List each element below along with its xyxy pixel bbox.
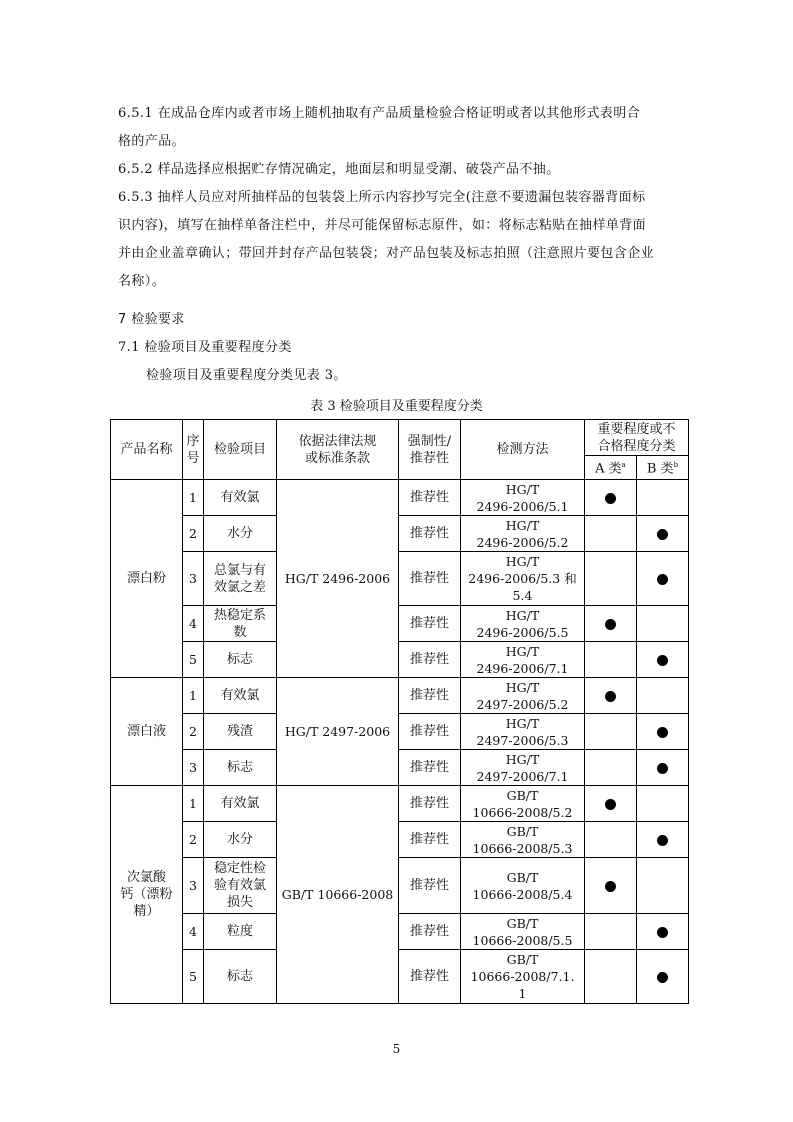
cell-class-b xyxy=(637,552,689,606)
header-class-b xyxy=(637,456,689,480)
clause-6-5-2 xyxy=(118,156,678,184)
cell-test-method xyxy=(461,914,585,950)
cell-product-name: 次氯酸 钙（漂粉 精） xyxy=(111,786,183,1004)
cell-product-name: 漂白液 xyxy=(111,678,183,786)
test-method-line: 10666-2008/5.3 xyxy=(472,840,573,856)
cell-mandatory: 推荐性 xyxy=(399,914,461,950)
table-row xyxy=(111,552,689,606)
header-mandatory-line2: 推荐性 xyxy=(409,450,449,466)
cell-class-a xyxy=(585,822,637,858)
cell-test-method xyxy=(461,714,585,750)
table-row xyxy=(111,480,689,516)
cell-seq: 3 xyxy=(183,750,204,786)
cell-class-a xyxy=(585,786,637,822)
cell-seq: 4 xyxy=(183,606,204,642)
header-seq-line1: 序 xyxy=(186,433,200,449)
cell-seq: 4 xyxy=(183,914,204,950)
table-row xyxy=(111,786,689,822)
header-inspection-item: 检验项目 xyxy=(204,420,277,480)
test-method-line: GB/T xyxy=(506,787,539,803)
clause-6-5-2-text: 6.5.2 样品选择应根据贮存情况确定，地面层和明显受潮、破袋产品不抽。 xyxy=(118,162,560,177)
cell-mandatory: 推荐性 xyxy=(399,822,461,858)
header-class-b-footnote: b xyxy=(673,461,679,470)
cell-inspection-item: 水分 xyxy=(204,822,277,858)
test-method-line: HG/T xyxy=(505,679,540,695)
table-row xyxy=(111,822,689,858)
filled-circle-icon xyxy=(605,799,616,810)
cell-test-method xyxy=(461,858,585,914)
test-method-line: 10666-2008/5.2 xyxy=(472,804,573,820)
table-caption: 表 3 检验项目及重要程度分类 xyxy=(310,399,483,414)
cell-mandatory: 推荐性 xyxy=(399,858,461,914)
header-class-a-footnote: a xyxy=(621,461,626,470)
clause-6-5-3-line1: 6.5.3 抽样人员应对所抽样品的包装袋上所示内容抄写完全(注意不要遗漏包装容器背面标 xyxy=(118,190,646,205)
test-method-line: 2497-2006/5.2 xyxy=(476,696,569,712)
cell-class-a xyxy=(585,858,637,914)
cell-seq: 5 xyxy=(183,950,204,1004)
cell-class-a xyxy=(585,914,637,950)
cell-class-a xyxy=(585,606,637,642)
cell-class-a xyxy=(585,950,637,1004)
test-method-line: 2497-2006/5.3 xyxy=(476,732,569,748)
test-method-line: GB/T xyxy=(506,823,539,839)
clause-6-5-1 xyxy=(118,100,678,156)
filled-circle-icon xyxy=(657,763,668,774)
header-importance-line2: 合格程度分类 xyxy=(597,438,676,454)
page-number: 5 xyxy=(392,1042,401,1056)
cell-inspection-item: 有效氯 xyxy=(204,786,277,822)
clause-6-5-3-line2: 识内容)，填写在抽样单备注栏中，并尽可能保留标志原件，如：将标志粘贴在抽样单背面 xyxy=(118,218,647,233)
section-7-heading: 7 检验要求 xyxy=(118,312,185,327)
cell-test-method xyxy=(461,786,585,822)
cell-class-b xyxy=(637,914,689,950)
filled-circle-icon xyxy=(657,655,668,666)
cell-inspection-item: 标志 xyxy=(204,750,277,786)
table-row xyxy=(111,950,689,1004)
cell-mandatory: 推荐性 xyxy=(399,750,461,786)
test-method-line: 2496-2006/5.2 xyxy=(476,534,569,550)
table-row xyxy=(111,914,689,950)
test-method-line: GB/T xyxy=(506,869,539,885)
header-class-a xyxy=(585,456,637,480)
header-basis-line2: 或标准条款 xyxy=(304,450,370,466)
cell-class-a xyxy=(585,480,637,516)
clause-6-5-3-line3: 并由企业盖章确认；带回并封存产品包装袋；对产品包装及标志拍照（注意照片要包含企业 xyxy=(118,246,655,261)
table-row xyxy=(111,714,689,750)
cell-class-b xyxy=(637,786,689,822)
header-importance-line1: 重要程度或不 xyxy=(597,421,676,437)
filled-circle-icon xyxy=(657,727,668,738)
cell-product-name: 漂白粉 xyxy=(111,480,183,678)
cell-class-b xyxy=(637,750,689,786)
cell-inspection-item: 水分 xyxy=(204,516,277,552)
cell-class-a xyxy=(585,642,637,678)
filled-circle-icon xyxy=(605,691,616,702)
table-row xyxy=(111,858,689,914)
cell-mandatory: 推荐性 xyxy=(399,642,461,678)
clause-6-5-3-line4: 名称）。 xyxy=(118,274,166,289)
test-method-line: HG/T xyxy=(505,715,540,731)
cell-class-a xyxy=(585,516,637,552)
table-body xyxy=(111,480,689,1004)
test-method-line: HG/T xyxy=(505,481,540,497)
cell-test-method xyxy=(461,606,585,642)
cell-seq: 3 xyxy=(183,858,204,914)
cell-inspection-item: 粒度 xyxy=(204,914,277,950)
header-mandatory-line1: 强制性/ xyxy=(407,433,452,449)
cell-mandatory: 推荐性 xyxy=(399,678,461,714)
test-method-line: 5.4 xyxy=(512,588,533,603)
filled-circle-icon xyxy=(605,881,616,892)
cell-inspection-item: 有效氯 xyxy=(204,480,277,516)
cell-test-method xyxy=(461,552,585,606)
clause-6-5-1-line1: 6.5.1 在成品仓库内或者市场上随机抽取有产品质量检验合格证明或者以其他形式表明合 xyxy=(118,106,641,121)
test-method-line: 1 xyxy=(518,986,527,1001)
cell-test-method xyxy=(461,480,585,516)
cell-class-a xyxy=(585,714,637,750)
cell-class-a xyxy=(585,552,637,606)
cell-inspection-item: 有效氯 xyxy=(204,678,277,714)
filled-circle-icon xyxy=(657,529,668,540)
cell-class-b xyxy=(637,950,689,1004)
cell-class-b xyxy=(637,822,689,858)
header-class-b-label: B 类 xyxy=(646,461,674,477)
test-method-line: 2497-2006/7.1 xyxy=(476,768,569,784)
cell-test-method xyxy=(461,678,585,714)
header-class-a-label: A 类 xyxy=(595,461,622,477)
cell-class-b xyxy=(637,480,689,516)
cell-seq: 1 xyxy=(183,480,204,516)
test-method-line: 10666-2008/7.1. xyxy=(470,969,575,984)
test-method-line: 10666-2008/5.4 xyxy=(472,886,573,902)
filled-circle-icon xyxy=(657,972,668,983)
cell-class-b xyxy=(637,714,689,750)
test-method-line: HG/T xyxy=(505,607,540,623)
test-method-line: 2496-2006/7.1 xyxy=(476,660,569,676)
cell-test-method xyxy=(461,950,585,1004)
test-method-line: HG/T xyxy=(505,643,540,659)
cell-class-b xyxy=(637,606,689,642)
filled-circle-icon xyxy=(605,619,616,630)
test-method-line: 2496-2006/5.3 和 xyxy=(468,571,577,586)
header-basis xyxy=(277,420,399,480)
clause-6-5-3 xyxy=(118,184,678,296)
cell-inspection-item: 总氯与有 效氯之差 xyxy=(204,552,277,606)
header-importance xyxy=(585,420,689,456)
cell-mandatory: 推荐性 xyxy=(399,606,461,642)
filled-circle-icon xyxy=(657,927,668,938)
cell-inspection-item: 稳定性检 验有效氯 损失 xyxy=(204,858,277,914)
cell-mandatory: 推荐性 xyxy=(399,714,461,750)
cell-inspection-item: 标志 xyxy=(204,950,277,1004)
test-method-line: HG/T xyxy=(505,517,540,533)
table-row xyxy=(111,516,689,552)
cell-class-a xyxy=(585,750,637,786)
cell-mandatory: 推荐性 xyxy=(399,950,461,1004)
cell-mandatory: 推荐性 xyxy=(399,516,461,552)
cell-seq: 1 xyxy=(183,678,204,714)
cell-seq: 5 xyxy=(183,642,204,678)
cell-seq: 3 xyxy=(183,552,204,606)
cell-class-b xyxy=(637,678,689,714)
cell-seq: 2 xyxy=(183,714,204,750)
header-seq xyxy=(183,420,204,480)
header-product-name: 产品名称 xyxy=(111,420,183,480)
clause-6-5-1-line2: 格的产品。 xyxy=(118,134,186,149)
cell-class-b xyxy=(637,516,689,552)
test-method-line: 2496-2006/5.5 xyxy=(476,624,569,640)
header-mandatory xyxy=(399,420,461,480)
cell-basis: HG/T 2496-2006 xyxy=(277,480,399,678)
cell-basis: GB/T 10666-2008 xyxy=(277,786,399,1004)
table-row xyxy=(111,642,689,678)
clause-7-1-body: 检验项目及重要程度分类见表 3。 xyxy=(146,368,347,383)
cell-class-b xyxy=(637,858,689,914)
inspection-items-table xyxy=(110,419,689,1004)
test-method-line: GB/T xyxy=(506,915,539,931)
test-method-line: 10666-2008/5.5 xyxy=(472,932,573,948)
cell-test-method xyxy=(461,516,585,552)
cell-inspection-item: 标志 xyxy=(204,642,277,678)
cell-test-method xyxy=(461,750,585,786)
filled-circle-icon xyxy=(605,493,616,504)
header-test-method: 检测方法 xyxy=(461,420,585,480)
cell-seq: 2 xyxy=(183,516,204,552)
header-basis-line1: 依据法律法规 xyxy=(298,433,377,449)
cell-class-a xyxy=(585,678,637,714)
test-method-line: 2496-2006/5.1 xyxy=(476,498,569,514)
cell-seq: 1 xyxy=(183,786,204,822)
cell-basis: HG/T 2497-2006 xyxy=(277,678,399,786)
test-method-line: HG/T xyxy=(505,554,540,569)
cell-class-b xyxy=(637,642,689,678)
cell-mandatory: 推荐性 xyxy=(399,552,461,606)
table-row xyxy=(111,678,689,714)
clause-7-1-heading: 7.1 检验项目及重要程度分类 xyxy=(118,340,292,355)
cell-seq: 2 xyxy=(183,822,204,858)
cell-mandatory: 推荐性 xyxy=(399,480,461,516)
filled-circle-icon xyxy=(657,574,668,585)
test-method-line: HG/T xyxy=(505,751,540,767)
header-seq-line2: 号 xyxy=(186,450,200,466)
cell-mandatory: 推荐性 xyxy=(399,786,461,822)
cell-inspection-item: 热稳定系 数 xyxy=(204,606,277,642)
cell-test-method xyxy=(461,822,585,858)
filled-circle-icon xyxy=(657,835,668,846)
cell-test-method xyxy=(461,642,585,678)
table-row xyxy=(111,606,689,642)
cell-inspection-item: 残渣 xyxy=(204,714,277,750)
table-header-row xyxy=(111,420,689,456)
test-method-line: GB/T xyxy=(506,952,539,967)
table-row xyxy=(111,750,689,786)
